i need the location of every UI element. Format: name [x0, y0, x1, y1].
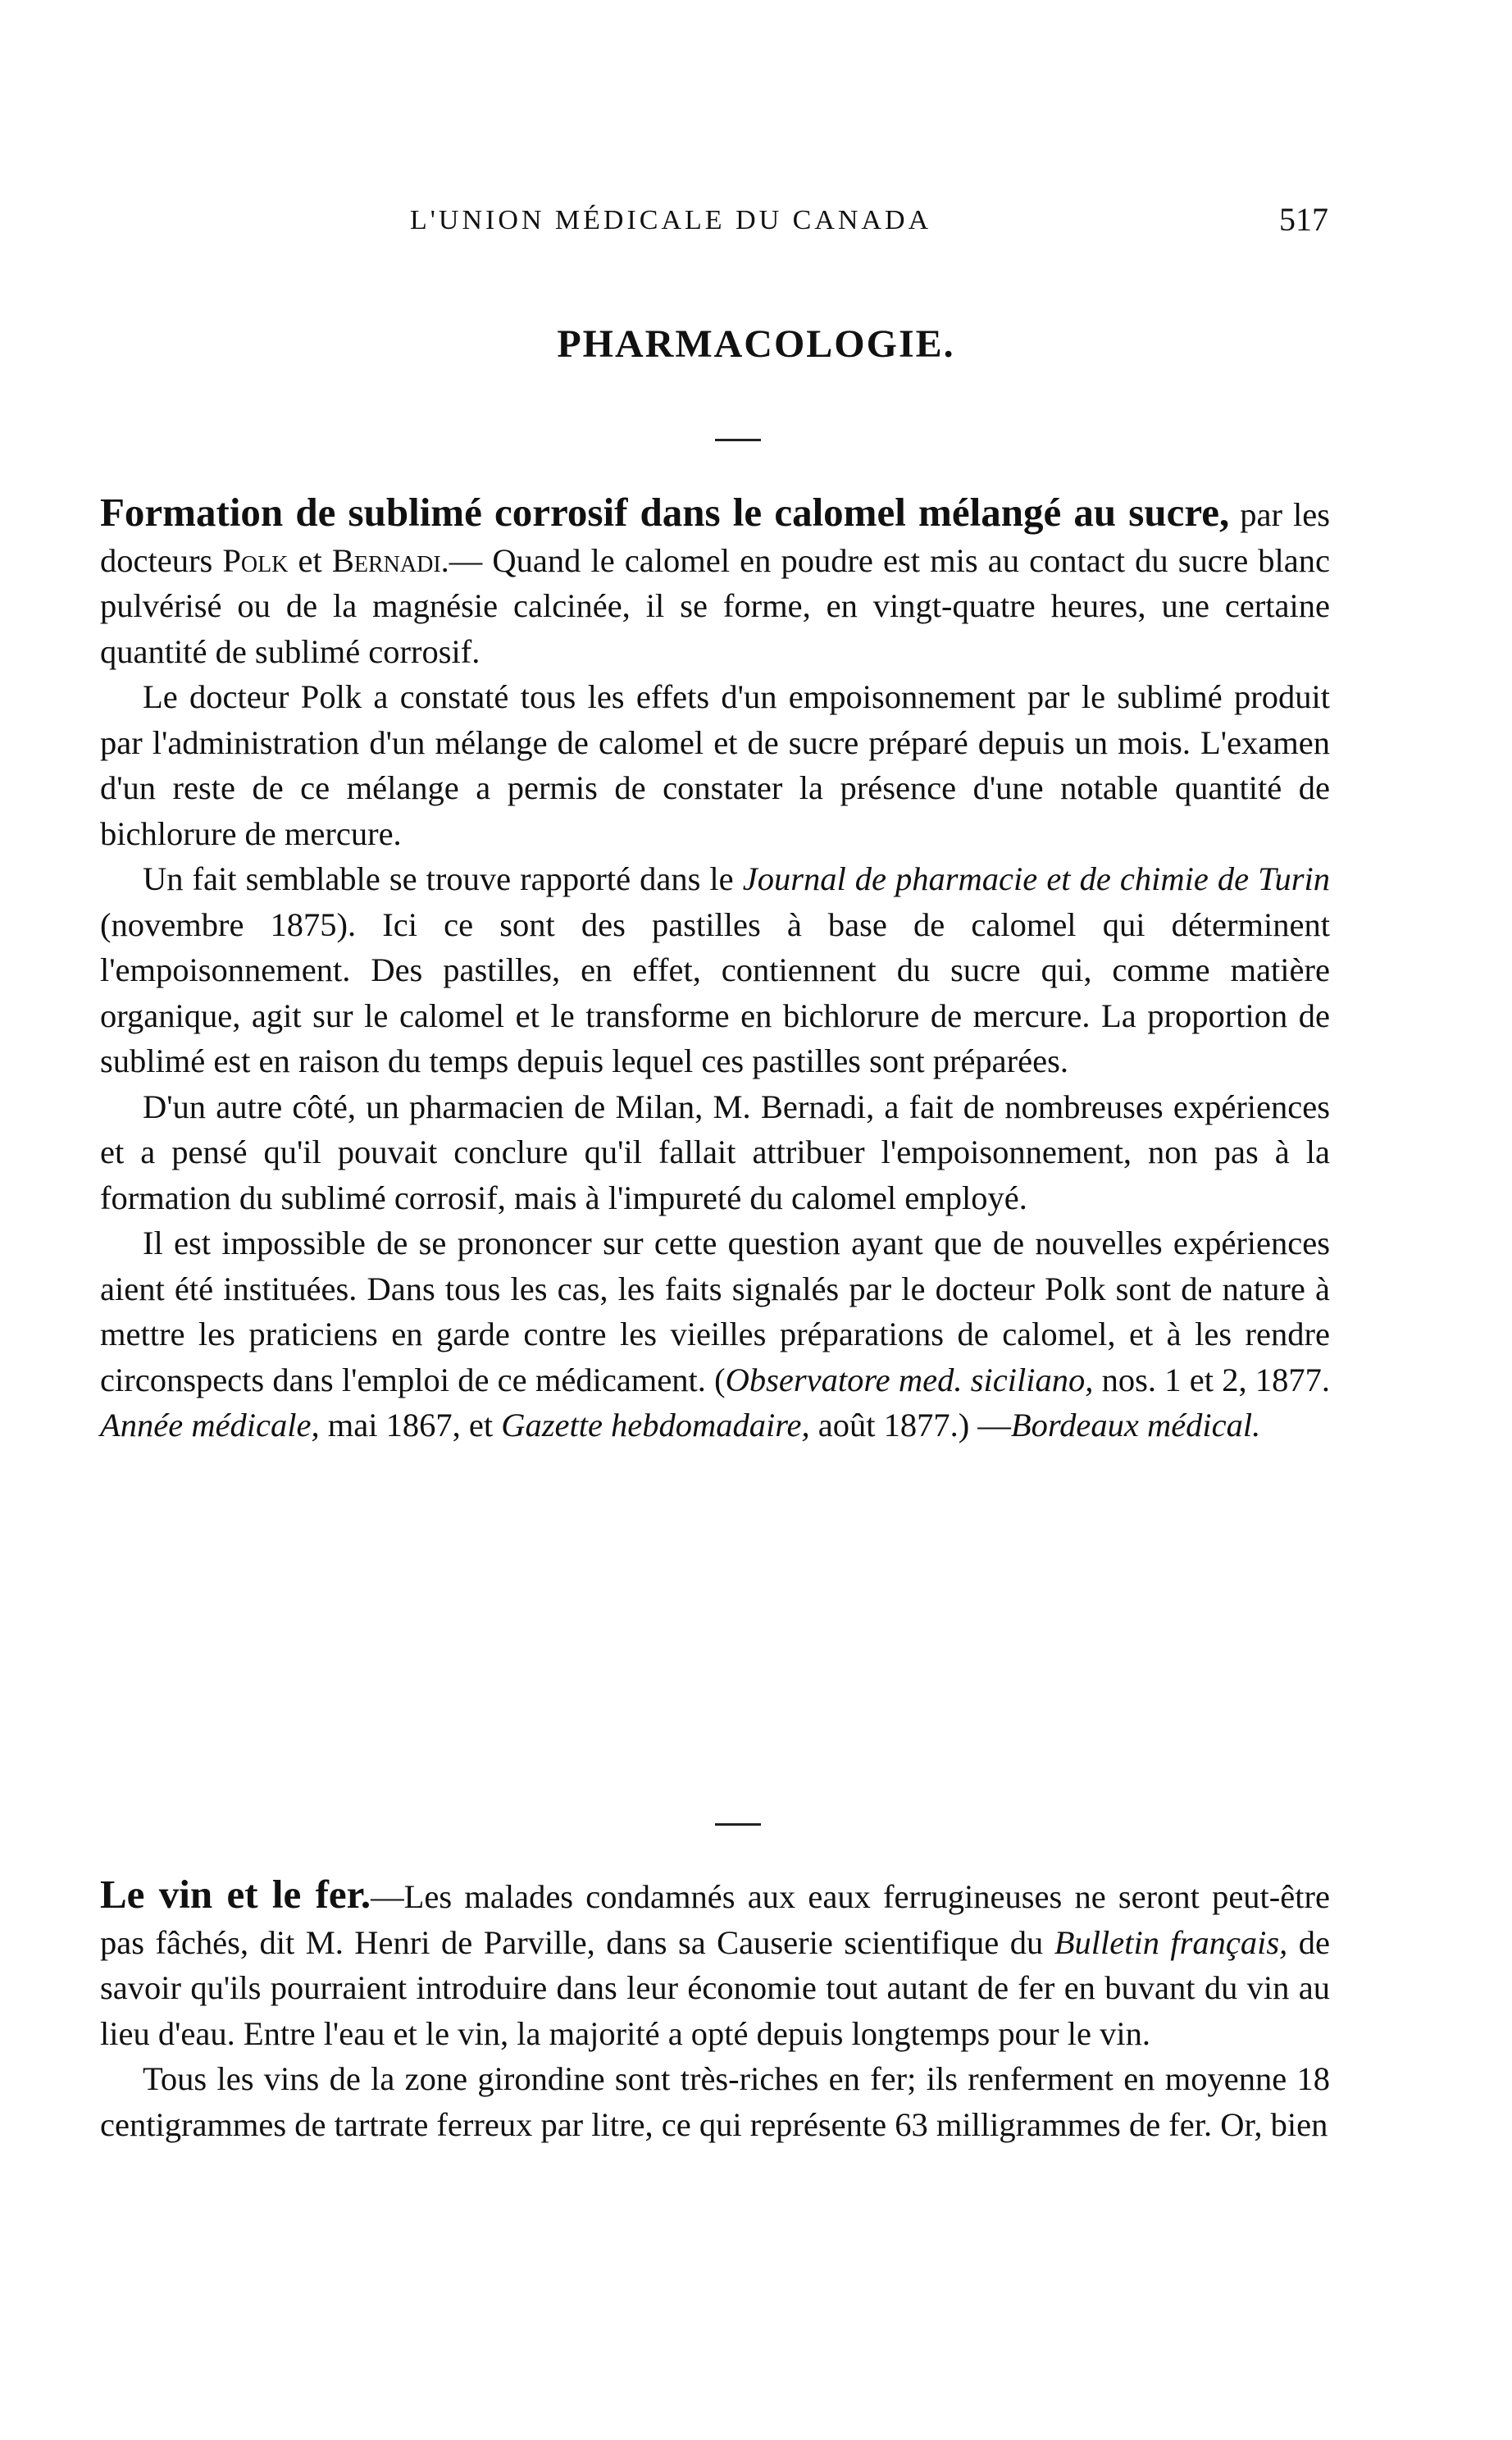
separator-rule	[715, 439, 761, 441]
byline-text: et	[288, 541, 332, 579]
article-paragraph: Le docteur Polk a constaté tous les effets d'un empoisonnement par le sublimé produit par l'administration d'un mélange de calomel et de sucre préparé depuis un mois. L'examen d'un reste de ce mélange a permis de constater la présence d'une notable quantité de bichlorure de mercure.	[100, 678, 1330, 852]
paragraph-text: de savoir qu'ils pourraient introduire dans leur économie tout autant de fer en buvant du vin au lieu d'eau. Entre l'eau et le vin, la majorité a opté depuis longtemps pour le vin.	[100, 1923, 1330, 2052]
separator-rule	[715, 1823, 761, 1826]
article-title: Le vin et le fer.	[100, 1872, 371, 1917]
paragraph-text: Il est impossible de se prononcer sur cette question ayant que de nouvelles expériences aient été instituées. Dans tous les cas, les faits signalés par le docteur Polk sont de nature à mettre les praticiens en garde contre les vieilles préparations de calomel, et à les rendre circonspects dans l'emploi de ce médicament. (	[100, 1225, 1330, 1398]
paragraph-text: août 1877.) —	[809, 1407, 1011, 1443]
page-number: 517	[1279, 201, 1328, 238]
article-sublime-corrosif	[100, 490, 1330, 1448]
paragraph-text: mai 1867, et	[319, 1407, 502, 1443]
article-title: Formation de sublimé corrosif dans le calomel mélangé au sucre,	[100, 490, 1230, 535]
article-paragraph	[100, 856, 1330, 1084]
author-name: Polk	[222, 541, 289, 579]
citation-title: Gazette hebdomadaire,	[501, 1407, 810, 1443]
paragraph-text: —Les malades condamnés aux eaux ferrugineuses ne seront peut-être pas fâchés, dit M. Henri de Parville, dans sa Causerie scientifique du	[100, 1878, 1330, 1961]
article-paragraph: Tous les vins de la zone girondine sont très-riches en fer; ils renferment en moyenne 18 centigrammes de tartrate ferreux par litre, ce qui représente 63 milligrammes de fer. Or, bien	[100, 2060, 1330, 2143]
paragraph-text: (novembre 1875). Ici ce sont des pastilles à base de calomel qui déterminent l'empoisonnement. Des pastilles, en effet, contiennent du sucre qui, comme matière organique, agit sur le calomel et le transforme en bichlorure de mercure. La proportion de sublimé est en raison du temps depuis lequel ces pastilles sont préparées.	[100, 905, 1330, 1079]
citation-title: Bulletin français,	[1054, 1923, 1288, 1961]
paragraph-text: nos. 1 et 2, 1877.	[1093, 1361, 1330, 1398]
article-paragraph	[100, 490, 1330, 674]
article-paragraph	[100, 1872, 1330, 2056]
section-title: PHARMACOLOGIE.	[557, 322, 955, 366]
citation-title: Année médicale,	[100, 1407, 320, 1443]
citation-title: Journal de pharmacie et de chimie de Turin	[742, 860, 1330, 897]
byline-text: par les docteurs	[100, 496, 1330, 579]
paragraph-text: Un fait semblable se trouve rapporté dans le	[143, 860, 743, 897]
citation-title: Bordeaux médical.	[1010, 1407, 1261, 1443]
article-paragraph	[100, 1220, 1330, 1448]
article-vin-et-fer	[100, 1872, 1330, 2147]
citation-title: Observatore med. siciliano,	[725, 1361, 1094, 1398]
author-name: Bernadi	[331, 541, 441, 579]
paragraph-text: .— Quand le calomel en poudre est mis au contact du sucre blanc pulvérisé ou de la magnésie calcinée, il se forme, en vingt-quatre heures, une certaine quantité de sublimé corrosif.	[100, 541, 1331, 670]
article-paragraph: D'un autre côté, un pharmacien de Milan, M. Bernadi, a fait de nombreuses expériences et a pensé qu'il pouvait conclure qu'il fallait attribuer l'empoisonnement, non pas à la formation du sublimé corrosif, mais à l'impureté du calomel employé.	[100, 1088, 1330, 1216]
running-title: L'UNION MÉDICALE DU CANADA	[410, 205, 932, 235]
